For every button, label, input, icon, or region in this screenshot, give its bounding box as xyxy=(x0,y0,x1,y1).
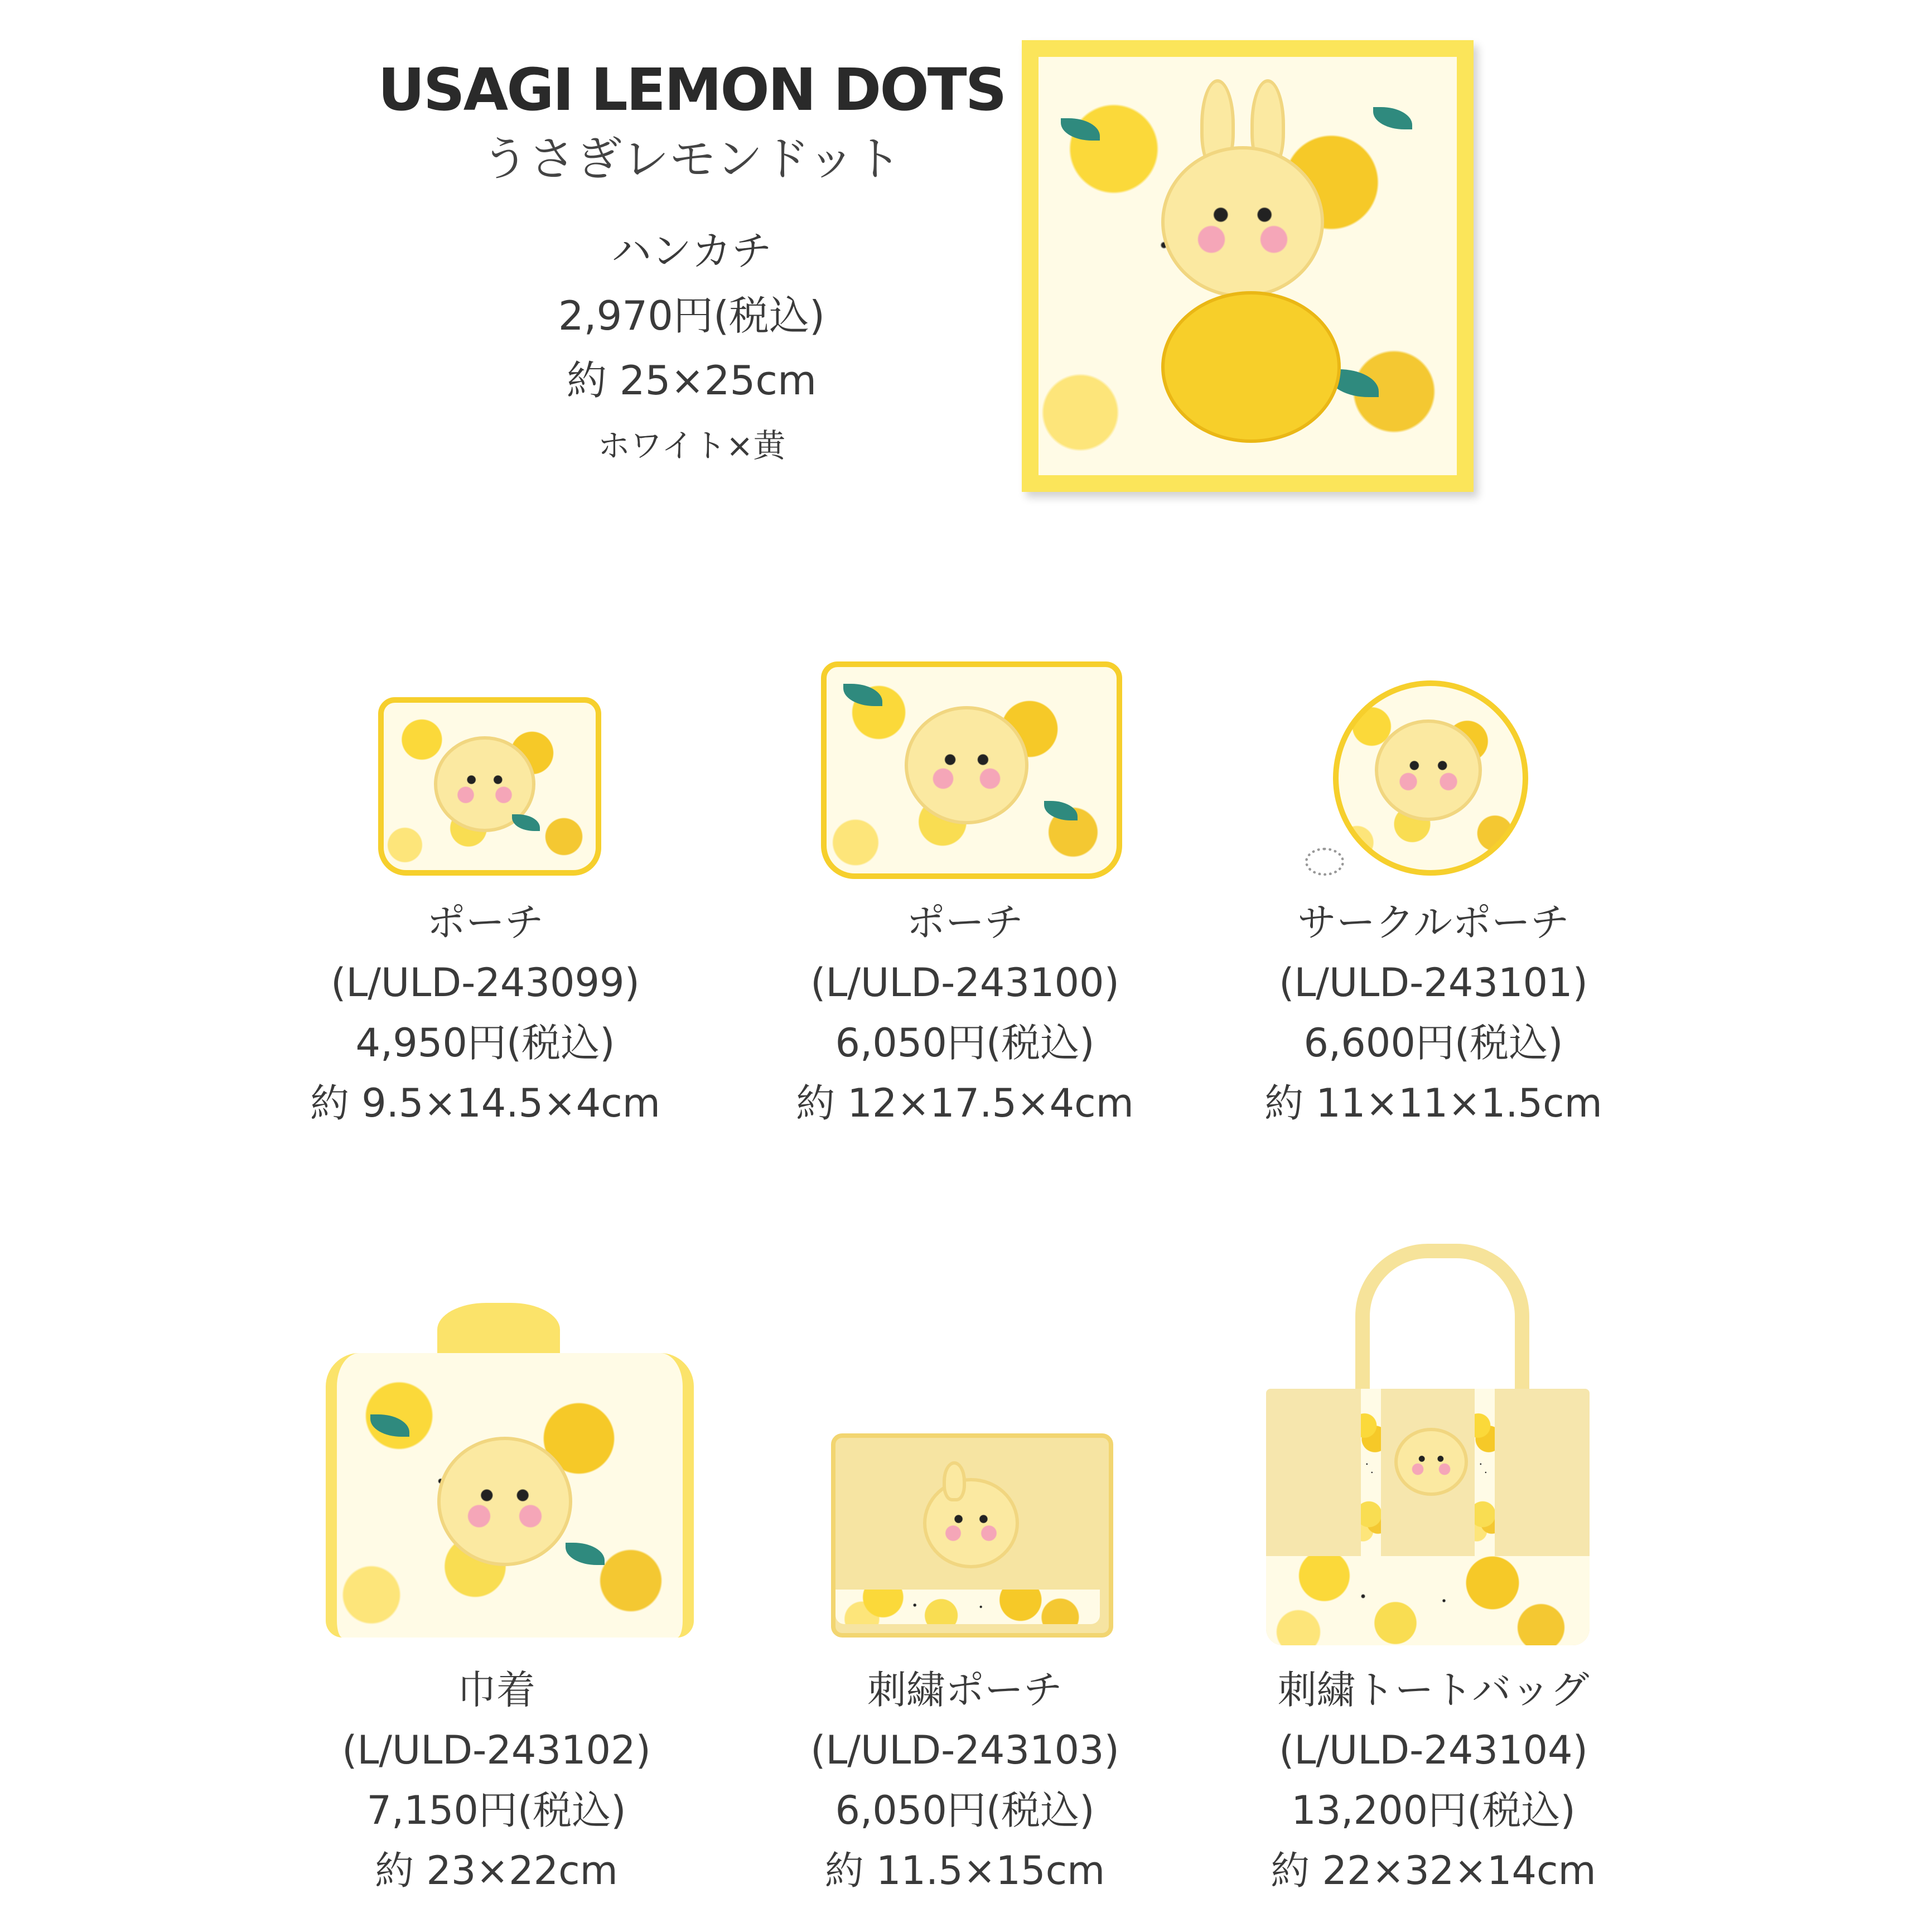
product-price: 6,600円(税込) xyxy=(1303,1020,1563,1066)
product-price: 4,950円(税込) xyxy=(355,1020,615,1066)
product-code: (L/ULD-243103) xyxy=(810,1727,1119,1773)
product-name: ポーチ xyxy=(427,900,544,945)
product-name: 刺繍ポーチ xyxy=(867,1667,1062,1713)
handkerchief-image[interactable] xyxy=(1022,40,1474,492)
product-caption-1 xyxy=(257,892,714,1133)
product-name: 巾着 xyxy=(457,1667,535,1713)
product-code: (L/ULD-243100) xyxy=(810,960,1119,1006)
product-caption-4 xyxy=(268,1660,725,1901)
product-price: 13,200円(税込) xyxy=(1291,1788,1576,1833)
product-size: 約 11×11×1.5cm xyxy=(1264,1080,1602,1126)
page-title: USAGI LEMON DOTS xyxy=(378,56,1006,124)
product-price: 6,050円(税込) xyxy=(835,1020,1095,1066)
product-size: 約 9.5×14.5×4cm xyxy=(310,1080,660,1126)
product-caption-5 xyxy=(736,1660,1194,1901)
circle-pouch-image[interactable] xyxy=(1300,680,1534,870)
product-code: (L/ULD-243101) xyxy=(1279,960,1588,1006)
product-name: 刺繍トートバッグ xyxy=(1277,1667,1590,1713)
drawstring-bag-image[interactable] xyxy=(326,1303,672,1638)
product-size: 約 23×22cm xyxy=(375,1848,618,1894)
handkerchief-color: ホワイト×黄 xyxy=(597,427,786,465)
page-subtitle: うさぎレモンドット xyxy=(481,132,902,186)
product-caption-2 xyxy=(736,892,1194,1133)
product-code: (L/ULD-243102) xyxy=(342,1727,651,1773)
product-name: サークルポーチ xyxy=(1297,900,1569,945)
product-size: 約 22×32×14cm xyxy=(1271,1848,1596,1894)
product-size: 約 11.5×15cm xyxy=(824,1848,1105,1894)
product-caption-3 xyxy=(1205,892,1662,1133)
product-price: 7,150円(税込) xyxy=(366,1788,626,1833)
pouch-medium-image[interactable] xyxy=(821,656,1111,868)
embroidered-tote-image[interactable] xyxy=(1266,1244,1590,1645)
product-price: 6,050円(税込) xyxy=(835,1788,1095,1833)
handkerchief-size: 約 25×25cm xyxy=(566,357,817,404)
product-code: (L/ULD-243099) xyxy=(331,960,640,1006)
handkerchief-name: ハンカチ xyxy=(611,228,772,274)
product-code: (L/ULD-243104) xyxy=(1279,1727,1588,1773)
product-size: 約 12×17.5×4cm xyxy=(796,1080,1134,1126)
embroidered-pouch-image[interactable] xyxy=(831,1428,1104,1629)
product-caption-6 xyxy=(1205,1660,1662,1901)
pouch-small-image[interactable] xyxy=(378,692,590,864)
handkerchief-price: 2,970円(税込) xyxy=(558,292,825,339)
product-name: ポーチ xyxy=(906,900,1023,945)
